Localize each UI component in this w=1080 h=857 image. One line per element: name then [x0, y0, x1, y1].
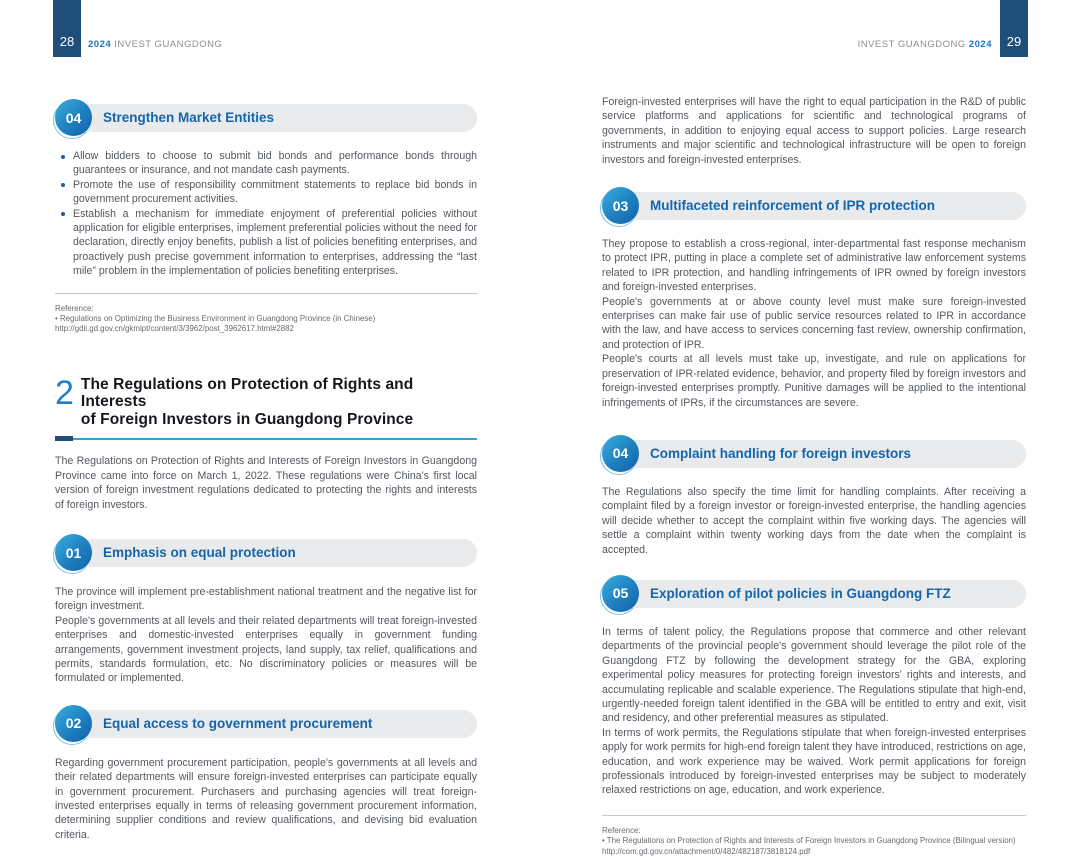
- section-title-bar: [72, 710, 477, 738]
- running-header-right: [858, 39, 992, 50]
- section-title: Emphasis on equal protection: [103, 545, 296, 560]
- reference-block: [602, 826, 1026, 857]
- reference-item: • Regulations on Optimizing the Business Environment in Guangdong Province (in Chinese): [55, 314, 376, 324]
- paragraph: The province will implement pre-establishment national treatment and the negative list for foreign investment.: [55, 586, 477, 613]
- section-title: Exploration of pilot policies in Guangdong FTZ: [650, 585, 951, 601]
- page-number-right: 29: [1000, 0, 1028, 57]
- bullet-icon: [61, 183, 65, 187]
- paragraph: Regarding government procurement participation, people's governments at all levels and their related departments will ensure foreign-invested enterprises can participate equally in government procurement. Purchasers and purchasing agencies will treat foreign-invested enterprises equally in terms of releasing government procurement information, determining supplier conditions and review qualifications, and devising bid evaluation criteria.: [55, 756, 477, 841]
- section-title: Multifaceted reinforcement of IPR protection: [650, 198, 936, 214]
- chapter-intro: [55, 454, 477, 512]
- reference-item: • The Regulations on Protection of Rights and Interests of Foreign Investors in Guangdong Province (Bilingual version): [602, 836, 1016, 846]
- chapter-rule: [55, 436, 477, 441]
- section-title-bar: [619, 440, 1026, 468]
- section-title: Equal access to government procurement: [103, 715, 373, 731]
- paragraph: In terms of work permits, the Regulations stipulate that when foreign-invested enterprises apply for work permits for high-end foreign talent they have introduced, restrictions on age, education, and work experience may be waived. Work permit applications for foreign professionals introduced by foreign-invested enterprises may be subject to moderately relaxed restrictions on age, education, and work experience.: [602, 726, 1026, 797]
- section4-body: [602, 485, 1026, 557]
- section2-body: [55, 756, 477, 842]
- section4-bullet-list: [55, 149, 477, 279]
- header-title: INVEST GUANGDONG: [857, 39, 966, 50]
- rule-accent: [55, 436, 73, 441]
- right-page-column: [602, 90, 1026, 857]
- section-title-bar: [72, 539, 477, 567]
- list-item: Establish a mechanism for immediate enjoyment of preferential policies without application for eligible enterprises, implement preferential policies without the need for declaration, directly enjoy benefits, publish a list of policies benefiting enterprises, and proactively push precise government information to enterprises, addressing the “last mile” problem in the implementation of policies benefiting enterprises.: [55, 207, 477, 279]
- page-number-left: 28: [53, 0, 81, 57]
- section-title-bar: [72, 104, 477, 132]
- section-number-badge: 04: [602, 435, 639, 472]
- header-year: 2024: [88, 39, 112, 50]
- reference-url: http://gdii.gd.gov.cn/gkmlpt/content/3/3962/post_3962617.html#2882: [55, 324, 294, 334]
- section-divider: [55, 293, 477, 294]
- header-title: INVEST GUANGDONG: [114, 39, 223, 50]
- section-number-badge: 01: [55, 534, 92, 571]
- section-divider: [602, 815, 1026, 816]
- section-number-badge: 04: [55, 99, 92, 136]
- section-header-exploration-of-pilot-policies-in-guangdong-ftz: [602, 575, 1026, 613]
- reference-block: [55, 304, 477, 335]
- section3-body: [602, 237, 1026, 410]
- left-page-column: [55, 90, 477, 842]
- chapter-title-line2: of Foreign Investors in Guangdong Province: [80, 410, 414, 428]
- right-intro-paragraph: [602, 95, 1026, 167]
- paragraph: Foreign-invested enterprises will have the right to equal participation in the R&D of public service platforms and applications for scientific and technological programs of governments, in addition to enjoying equal access to support policies. Large research instruments and major scientific and technological infrastructure will be open to foreign investors and foreign-invested enterprises.: [602, 96, 1026, 166]
- paragraph: The Regulations on Protection of Rights and Interests of Foreign Investors in Guangdong Province came into force on March 1, 2022. These regulations were China's first local version of foreign investment regulations dedicated to protecting the rights and interests of foreign investors.: [55, 455, 477, 511]
- chapter-title-line1: The Regulations on Protection of Rights and Interests: [80, 375, 414, 411]
- section1-body: [55, 585, 477, 686]
- chapter-heading: [55, 373, 477, 429]
- bullet-icon: [61, 155, 65, 159]
- running-header-left: [88, 39, 222, 50]
- list-item: Allow bidders to choose to submit bid bonds and performance bonds through guarantees or insurance, and not mandate cash payments.: [55, 149, 477, 178]
- section-header-complaint-handling-for-foreign-investors: [602, 435, 1026, 473]
- paragraph: In terms of talent policy, the Regulations propose that commerce and other relevant departments of the provincial people's government should leverage the pilot role of the Guangdong FTZ by following the development strategy for the GBA, exploring experimental policy measures for protecting foreign investors' rights and interests, and accumulating replicable and scalable experience. The Regulations stipulate that high-end, urgently-needed foreign talent identified in the GBA will be entitled to entry and exit, visit and residency, and other preferential measures as stipulated.: [602, 625, 1026, 725]
- section-title-bar: [619, 580, 1026, 608]
- section-header-equal-access-to-government-procurement: [55, 705, 477, 743]
- section-header-emphasis-on-equal-protection: [55, 534, 477, 572]
- chapter-number: 2: [55, 373, 74, 412]
- section-number-badge: 05: [602, 575, 639, 612]
- list-item: Promote the use of responsibility commitment statements to replace bid bonds in government procurement activities.: [55, 178, 477, 207]
- chapter-title: [81, 376, 477, 429]
- section5-body: [602, 625, 1026, 798]
- reference-label: Reference:: [602, 825, 641, 835]
- reference-url: http://com.gd.gov.cn/attachment/0/482/482187/3818124.pdf: [602, 846, 811, 856]
- paragraph: People's courts at all levels must take up, investigate, and rule on applications for preservation of IPR-related evidence, behavior, and property filed by foreign investors and foreign-invested enterprises promptly. Punitive damages will be applied to the intentional infringements of IPRs, if the circumstances are severe.: [602, 353, 1026, 409]
- section-title-bar: [619, 192, 1026, 220]
- section-title: Complaint handling for foreign investors: [650, 445, 912, 461]
- section-header-strengthen-market-entities: [55, 99, 477, 137]
- rule-line: [73, 438, 477, 440]
- bullet-icon: [61, 212, 65, 216]
- section-number-badge: 02: [55, 705, 92, 742]
- paragraph: They propose to establish a cross-regional, inter-departmental fast response mechanism to protect IPR, putting in place a complete set of administrative law enforcement systems related to IPR protection, and handling infringements of IPR owned by foreign investors and foreign-invested enterprises.: [602, 238, 1026, 294]
- section-header-multifaceted-reinforcement-of-ipr-protection: [602, 187, 1026, 225]
- section-title: Strengthen Market Entities: [103, 110, 275, 125]
- header-year: 2024: [968, 39, 992, 50]
- paragraph: The Regulations also specify the time limit for handling complaints. After receiving a complaint filed by a foreign investor or foreign-invested enterprise, the handling agencies will decide whether to accept the complaint within five working days. The agencies will settle a complaint within twenty working days from the date when the complaint is accepted.: [602, 485, 1026, 556]
- paragraph: People's governments at all levels and their related departments will treat foreign-invested enterprises and domestic-invested enterprises equally in government funding arrangements, government investment projects, land supply, tax relief, qualifications and permits, standards formulation, etc. No discriminatory policies or measures will be formulated or implemented.: [55, 614, 477, 685]
- paragraph: People's governments at or above county level must make sure foreign-invested enterprises can make fair use of public service resources related to IPR in accordance with the law, and have access to services concerning fast review, ownership confirmation, and protection of IPR.: [602, 295, 1026, 351]
- reference-label: Reference:: [55, 303, 94, 313]
- section-number-badge: 03: [602, 187, 639, 224]
